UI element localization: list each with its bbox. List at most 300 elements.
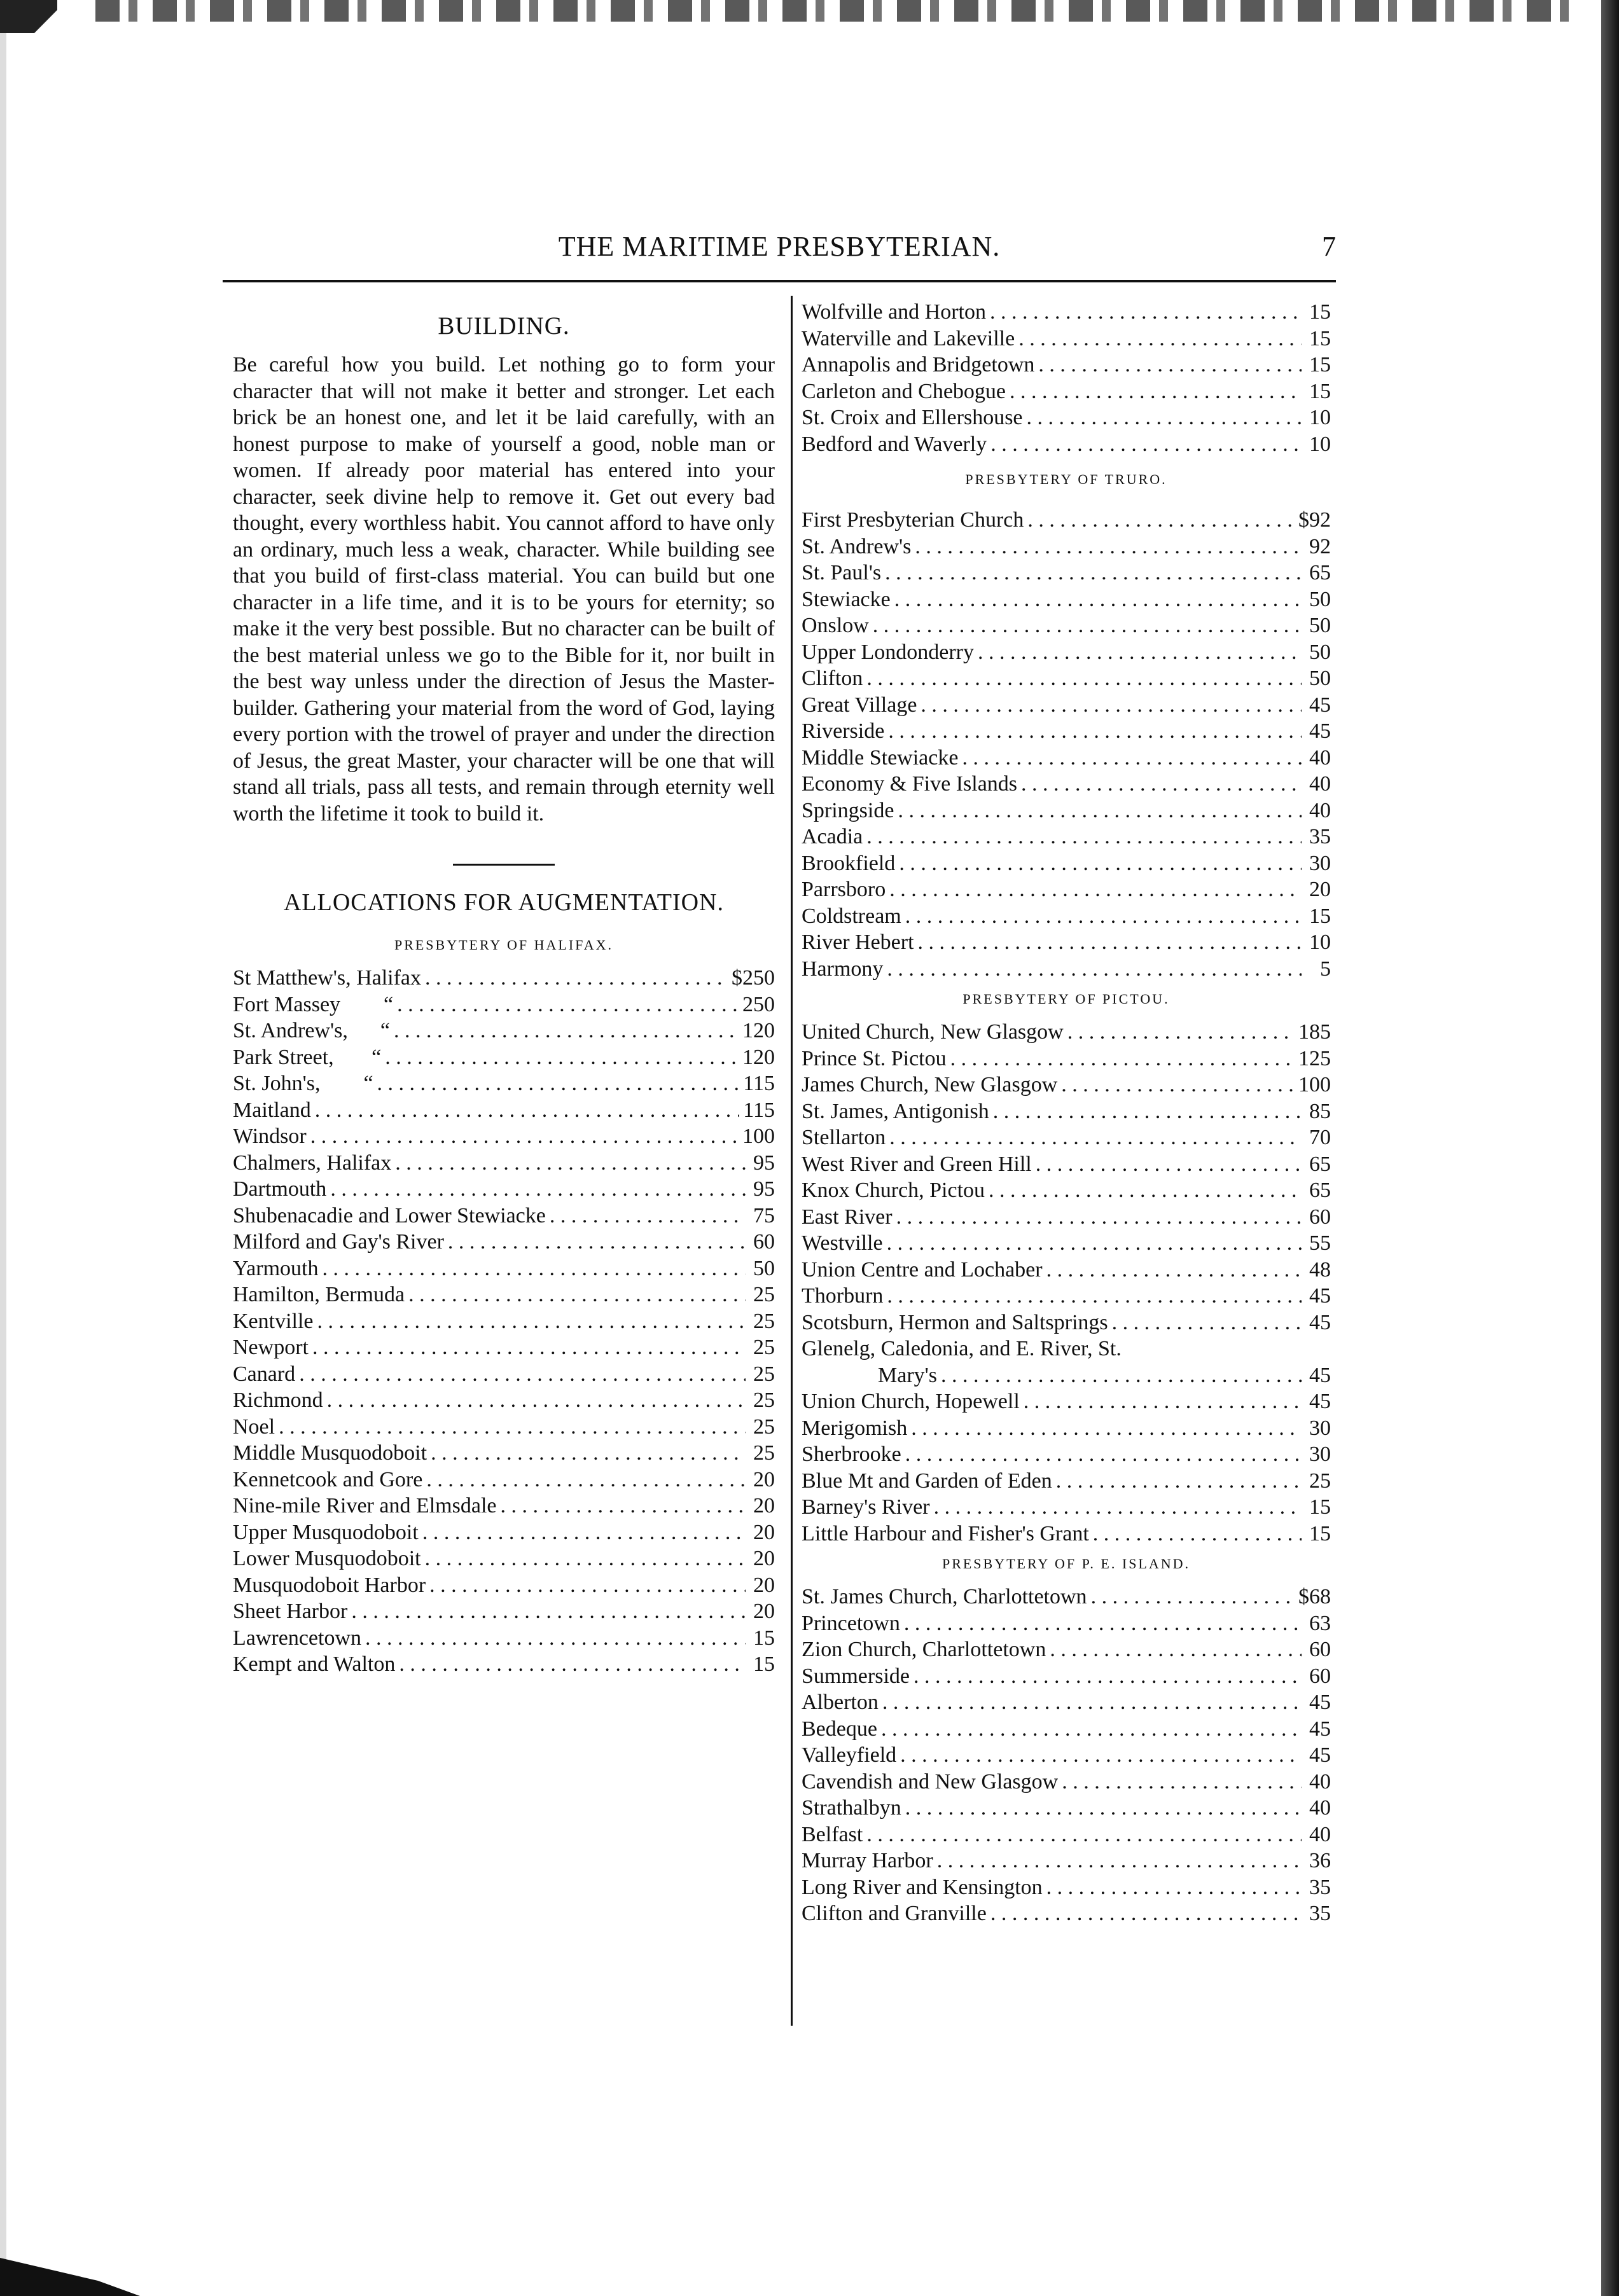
allocation-row — [802, 798, 1331, 824]
congregation-name: Dartmouth — [233, 1177, 327, 1201]
allocation-amount: 45 — [1309, 693, 1331, 717]
dot-leader — [1036, 1151, 1302, 1178]
allocation-row — [802, 1636, 1331, 1663]
allocation-row — [802, 824, 1331, 850]
allocation-row — [802, 431, 1331, 458]
dot-leader — [993, 1098, 1302, 1125]
allocation-amount: 15 — [753, 1626, 775, 1650]
allocation-amount: 50 — [1309, 587, 1331, 611]
dot-leader — [990, 299, 1302, 326]
congregation-name: Barney's River — [802, 1495, 930, 1519]
journal-title: THE MARITIME PRESBYTERIAN. — [558, 231, 1001, 262]
dot-leader — [394, 1018, 739, 1044]
congregation-name: Alberton — [802, 1691, 879, 1714]
allocation-amount: 60 — [1309, 1664, 1331, 1688]
congregation-name: Richmond — [233, 1388, 323, 1412]
dot-leader — [1038, 352, 1302, 378]
allocation-row — [233, 1598, 775, 1625]
dot-leader — [911, 1415, 1302, 1442]
congregation-name: St. James Church, Charlottetown — [802, 1585, 1087, 1608]
congregation-name: Cavendish and New Glasgow — [802, 1769, 1059, 1794]
dot-leader — [887, 1230, 1302, 1257]
congregation-name: Clifton and Granville — [802, 1902, 987, 1925]
allocation-amount: 20 — [753, 1520, 775, 1544]
allocation-amount: 10 — [1309, 406, 1331, 429]
allocation-row — [802, 1848, 1331, 1874]
allocation-row — [233, 1387, 775, 1414]
dot-leader — [425, 965, 728, 992]
dot-leader — [501, 1493, 746, 1519]
congregation-name: Blue Mt and Garden of Eden — [802, 1469, 1052, 1493]
congregation-name: St. Andrew's, “ — [233, 1019, 390, 1042]
congregation-name: Springside — [802, 798, 894, 822]
allocation-row — [802, 1795, 1331, 1822]
right-column — [802, 299, 1331, 1927]
allocation-amount: 48 — [1309, 1257, 1331, 1282]
dot-leader — [395, 1150, 746, 1177]
allocation-amount: 45 — [1309, 719, 1331, 743]
allocation-amount: 15 — [1309, 379, 1331, 403]
allocation-amount: 45 — [1309, 1691, 1331, 1714]
allocation-row — [233, 1044, 775, 1071]
allocation-amount: 20 — [753, 1467, 775, 1491]
allocation-row — [802, 1521, 1331, 1547]
allocation-row — [802, 1072, 1331, 1098]
allocation-amount: 40 — [1309, 1796, 1331, 1820]
congregation-name: St. James, Antigonish — [802, 1099, 989, 1123]
dot-leader — [905, 1795, 1302, 1822]
allocation-amount: 36 — [1309, 1849, 1331, 1872]
allocation-row — [233, 1176, 775, 1203]
allocation-row — [233, 1651, 775, 1678]
pictou-list-continued — [802, 1388, 1331, 1547]
dot-leader — [1056, 1468, 1302, 1495]
allocation-row — [233, 1519, 775, 1546]
congregation-name: Onslow — [802, 614, 869, 637]
dot-leader — [1010, 378, 1302, 405]
congregation-name: East River — [802, 1205, 893, 1229]
congregation-name: Park Street, “ — [233, 1045, 382, 1069]
allocation-amount: 40 — [1309, 772, 1331, 796]
dot-leader — [882, 1689, 1302, 1716]
congregation-name: Chalmers, Halifax — [233, 1151, 392, 1175]
presbytery-truro-heading: PRESBYTERY OF TRURO. — [965, 471, 1167, 487]
allocation-row — [233, 1282, 775, 1308]
congregation-name: Windsor — [233, 1124, 307, 1148]
congregation-name: Hamilton, Bermuda — [233, 1283, 405, 1306]
congregation-name: Musquodoboit Harbor — [233, 1573, 426, 1597]
header-rule — [223, 280, 1336, 282]
allocation-amount: 25 — [1309, 1469, 1331, 1493]
congregation-name: Lawrencetown — [233, 1626, 362, 1650]
dot-leader — [937, 1848, 1302, 1874]
pictou-list — [802, 1019, 1331, 1336]
allocation-amount: 40 — [1309, 745, 1331, 770]
congregation-name: Clifton — [802, 667, 863, 690]
allocation-amount: 65 — [1309, 561, 1331, 584]
dot-leader — [914, 1663, 1302, 1690]
dot-leader — [1027, 405, 1302, 431]
page-number: 7 — [1322, 231, 1336, 262]
dot-leader — [310, 1123, 739, 1150]
allocation-amount: 45 — [1309, 1717, 1331, 1741]
allocation-row — [802, 1230, 1331, 1257]
allocation-row — [233, 1150, 775, 1177]
allocation-amount: $68 — [1298, 1585, 1331, 1608]
dot-leader — [1050, 1636, 1302, 1663]
allocation-row — [802, 1663, 1331, 1690]
dot-leader — [887, 1283, 1302, 1310]
allocation-amount: 65 — [1309, 1179, 1331, 1202]
scan-corner-bottom-left — [0, 2258, 140, 2296]
entry-name-line2: Mary's — [878, 1363, 938, 1387]
dot-leader — [921, 692, 1302, 719]
allocation-amount: 15 — [753, 1652, 775, 1676]
dot-leader — [550, 1203, 746, 1229]
allocation-amount: 30 — [1309, 851, 1331, 875]
dot-leader — [873, 612, 1302, 639]
congregation-name: Prince St. Pictou — [802, 1046, 947, 1070]
congregation-name: Bedeque — [802, 1717, 877, 1741]
dot-leader — [1091, 1584, 1295, 1610]
congregation-name: Waterville and Lakeville — [802, 326, 1015, 350]
dot-leader — [866, 665, 1302, 692]
allocation-row — [802, 1468, 1331, 1495]
dot-leader — [950, 1046, 1295, 1072]
allocation-row — [802, 692, 1331, 719]
allocation-row — [802, 378, 1331, 405]
dot-leader — [1112, 1310, 1302, 1336]
dot-leader — [990, 431, 1302, 458]
allocation-amount: 30 — [1309, 1442, 1331, 1466]
congregation-name: Princetown — [802, 1611, 900, 1635]
dot-leader — [426, 1467, 746, 1493]
dot-leader — [327, 1387, 746, 1414]
dot-leader — [894, 586, 1302, 613]
allocation-amount: 25 — [753, 1414, 775, 1439]
allocation-row — [233, 1361, 775, 1388]
dot-leader — [1062, 1769, 1302, 1795]
allocation-row — [802, 1310, 1331, 1336]
allocation-row — [233, 1203, 775, 1229]
allocation-amount: 60 — [1309, 1205, 1331, 1229]
allocations-title: ALLOCATIONS FOR AUGMENTATION. — [283, 889, 724, 916]
dot-leader — [448, 1229, 746, 1255]
congregation-name: Annapolis and Bridgetown — [802, 353, 1035, 377]
allocation-amount: 15 — [1309, 353, 1331, 377]
dot-leader — [317, 1308, 746, 1335]
dot-leader — [918, 929, 1302, 956]
allocation-amount: 95 — [753, 1151, 775, 1175]
allocation-row — [802, 718, 1331, 745]
allocation-row — [802, 876, 1331, 903]
dot-leader — [885, 560, 1302, 586]
allocation-row — [233, 1229, 775, 1255]
allocation-amount: 20 — [753, 1573, 775, 1597]
allocation-amount: 35 — [1309, 825, 1331, 848]
allocation-amount: 75 — [753, 1203, 775, 1228]
dot-leader — [978, 639, 1302, 666]
congregation-name: St. Andrew's — [802, 534, 912, 558]
dot-leader — [1046, 1874, 1302, 1901]
congregation-name: James Church, New Glasgow — [802, 1073, 1058, 1096]
allocation-amount: $92 — [1298, 508, 1331, 532]
dot-leader — [1027, 507, 1295, 534]
congregation-name: Union Centre and Lochaber — [802, 1257, 1043, 1282]
congregation-name: Carleton and Chebogue — [802, 379, 1006, 403]
article-title: BUILDING. — [438, 312, 570, 340]
dot-leader — [330, 1176, 746, 1203]
dot-leader — [1061, 1072, 1295, 1098]
allocation-row — [802, 1769, 1331, 1795]
congregation-name: Kentville — [233, 1309, 314, 1333]
allocation-amount: 50 — [1309, 640, 1331, 664]
congregation-name: Strathalbyn — [802, 1796, 901, 1820]
running-header — [223, 230, 1336, 275]
section-divider — [453, 864, 555, 866]
allocation-row — [233, 1123, 775, 1150]
congregation-name: St. Croix and Ellershouse — [802, 406, 1023, 429]
dot-leader — [315, 1097, 739, 1124]
dot-leader — [322, 1255, 746, 1282]
allocation-row — [802, 1689, 1331, 1716]
allocation-row — [233, 1440, 775, 1467]
dot-leader — [1021, 771, 1302, 798]
congregation-name: Bedford and Waverly — [802, 432, 987, 456]
allocation-row — [802, 745, 1331, 771]
dot-leader — [425, 1546, 746, 1572]
congregation-name: West River and Green Hill — [802, 1152, 1032, 1176]
allocation-row — [802, 1610, 1331, 1637]
allocation-amount: 85 — [1309, 1099, 1331, 1123]
dot-leader — [889, 1124, 1302, 1151]
congregation-name: Westville — [802, 1231, 883, 1255]
presbytery-pei-heading: PRESBYTERY OF P. E. ISLAND. — [942, 1556, 1191, 1572]
congregation-name: St. John's, “ — [233, 1072, 373, 1095]
allocation-row — [802, 612, 1331, 639]
congregation-name: First Presbyterian Church — [802, 508, 1024, 532]
allocation-amount: 25 — [753, 1388, 775, 1412]
congregation-name: St Matthew's, Halifax — [233, 966, 422, 990]
dot-leader — [905, 903, 1302, 930]
halifax-continued-list — [802, 299, 1331, 457]
allocation-amount: 30 — [1309, 1416, 1331, 1440]
congregation-name: Thorburn — [802, 1284, 884, 1308]
dot-leader — [915, 534, 1302, 560]
allocation-row — [802, 1177, 1331, 1204]
allocation-row — [802, 299, 1331, 326]
allocation-amount: 100 — [1298, 1073, 1331, 1096]
entry-name-line1: Glenelg, Caledonia, and E. River, St. — [802, 1337, 1122, 1360]
allocation-amount: 20 — [753, 1600, 775, 1623]
allocation-row — [233, 1493, 775, 1519]
allocation-amount: 15 — [1309, 326, 1331, 350]
pei-list — [802, 1584, 1331, 1927]
dot-leader — [429, 1572, 746, 1599]
scan-edge-right — [1601, 0, 1619, 2296]
dot-leader — [422, 1519, 746, 1546]
allocation-amount: 5 — [1320, 957, 1331, 981]
congregation-name: Merigomish — [802, 1416, 908, 1440]
allocation-row — [233, 965, 775, 992]
congregation-name: Little Harbour and Fisher's Grant — [802, 1521, 1089, 1546]
presbytery-halifax-heading: PRESBYTERY OF HALIFAX. — [394, 937, 614, 953]
allocation-amount: 40 — [1309, 1822, 1331, 1846]
allocation-amount: 45 — [1309, 1310, 1331, 1334]
allocation-amount: 120 — [742, 1045, 775, 1069]
congregation-name: Middle Stewiacke — [802, 745, 959, 770]
allocation-amount: 20 — [753, 1547, 775, 1570]
allocation-amount: 25 — [753, 1441, 775, 1465]
allocation-amount: 65 — [1309, 1152, 1331, 1176]
allocation-row — [233, 1467, 775, 1493]
congregation-name: Upper Londonderry — [802, 640, 974, 664]
dot-leader — [899, 850, 1302, 877]
allocation-row — [802, 1388, 1331, 1415]
allocation-row — [802, 1742, 1331, 1769]
allocation-row — [802, 1124, 1331, 1151]
allocation-amount: 15 — [1309, 300, 1331, 324]
allocation-amount: 100 — [742, 1124, 775, 1148]
allocation-row — [802, 1257, 1331, 1283]
allocation-amount: $250 — [732, 966, 775, 990]
allocation-amount: 50 — [1309, 667, 1331, 690]
dot-leader — [299, 1361, 746, 1388]
allocation-row — [802, 405, 1331, 431]
congregation-name: River Hebert — [802, 930, 914, 954]
dot-leader — [431, 1440, 746, 1467]
congregation-name: Nine-mile River and Elmsdale — [233, 1494, 497, 1518]
article-body: Be careful how you build. Let nothing go to form your character that will not make it better and stronger. Let each brick be an honest one, and let it be laid carefully, with an honest purpose to make of yourself a good, noble man or women. If already poor material has entered into your character, seek divine help to remove it. Get out every bad thought, every worthless habit. You cannot afford to have only an ordinary, much less a weak, character. While building see that you build of first-class material. You can build but one character in a life time, and it is to be yours for eternity; so make it the very best possible. But no character can be built of the best material unless we go to the Bible for it, nor built in the best way unless under the direction of Jesus the Master-builder. Gathering your material from the word of God, laying every portion with the trowel of prayer and under the direction of Jesus, the great Master, your character will be one that will stand all trials, pass all tests, and remain through eternity well worth the lifetime it took to build it. — [233, 353, 775, 826]
dot-leader — [1046, 1257, 1302, 1283]
allocation-amount: 185 — [1298, 1020, 1331, 1044]
dot-leader — [1067, 1019, 1295, 1046]
dot-leader — [904, 1610, 1302, 1637]
allocation-amount: 15 — [1309, 904, 1331, 928]
allocation-amount: 25 — [753, 1336, 775, 1359]
congregation-name: Fort Massey “ — [233, 992, 394, 1016]
congregation-name: Wolfville and Horton — [802, 300, 986, 324]
allocation-amount: 250 — [742, 992, 775, 1016]
congregation-name: Canard — [233, 1362, 296, 1386]
dot-leader — [962, 745, 1302, 771]
allocation-amount: 50 — [1309, 614, 1331, 637]
scan-edge-left — [0, 0, 6, 2296]
dot-leader — [365, 1625, 746, 1652]
allocation-amount: 115 — [743, 1072, 775, 1095]
dot-leader — [377, 1070, 740, 1097]
allocation-amount: 92 — [1309, 534, 1331, 558]
allocation-amount: 35 — [1309, 1902, 1331, 1925]
allocation-row — [233, 1334, 775, 1361]
dot-leader — [989, 1177, 1302, 1204]
dot-leader — [399, 1651, 746, 1678]
allocation-amount: 115 — [743, 1098, 775, 1122]
congregation-name: Stewiacke — [802, 587, 891, 611]
dot-leader — [866, 1822, 1302, 1848]
congregation-name: Union Church, Hopewell — [802, 1390, 1020, 1413]
allocation-row — [802, 560, 1331, 586]
dot-leader — [941, 1362, 1305, 1389]
allocation-row — [233, 1572, 775, 1599]
allocation-amount: 120 — [742, 1019, 775, 1042]
allocation-row — [802, 1441, 1331, 1468]
dot-leader — [881, 1716, 1302, 1743]
congregation-name: Belfast — [802, 1822, 863, 1846]
congregation-name: Shubenacadie and Lower Stewiacke — [233, 1203, 546, 1228]
allocation-row — [802, 534, 1331, 560]
congregation-name: Scotsburn, Hermon and Saltsprings — [802, 1310, 1108, 1334]
allocation-amount: 40 — [1309, 798, 1331, 822]
allocation-amount: 60 — [753, 1230, 775, 1254]
congregation-name: Harmony — [802, 957, 884, 981]
congregation-name: United Church, New Glasgow — [802, 1020, 1064, 1044]
allocation-amount: 55 — [1309, 1231, 1331, 1255]
congregation-name: Sherbrooke — [802, 1442, 901, 1466]
congregation-name: Milford and Gay's River — [233, 1230, 444, 1254]
allocation-amount: 45 — [1309, 1390, 1331, 1413]
dot-leader — [1093, 1521, 1302, 1547]
allocation-amount: 70 — [1309, 1126, 1331, 1149]
congregation-name: Kennetcook and Gore — [233, 1467, 423, 1491]
left-column — [233, 299, 775, 1678]
congregation-name: Great Village — [802, 693, 917, 717]
allocation-row — [802, 1494, 1331, 1521]
allocation-row — [802, 956, 1331, 983]
dot-leader — [888, 718, 1302, 745]
allocation-row — [802, 771, 1331, 798]
dot-leader — [905, 1441, 1302, 1468]
dot-leader — [385, 1044, 739, 1071]
congregation-name: Maitland — [233, 1098, 311, 1122]
allocation-row — [233, 1414, 775, 1441]
congregation-name: Lower Musquodoboit — [233, 1547, 421, 1570]
allocation-amount: 25 — [753, 1309, 775, 1333]
congregation-name: Long River and Kensington — [802, 1875, 1043, 1899]
allocation-amount: 10 — [1309, 930, 1331, 954]
allocation-amount: 95 — [753, 1177, 775, 1201]
allocation-row — [802, 1900, 1331, 1927]
allocation-row — [802, 1716, 1331, 1743]
pictou-wrapped-entry — [802, 1336, 1331, 1388]
dot-leader — [397, 992, 739, 1018]
allocation-amount: 45 — [1309, 1284, 1331, 1308]
allocation-amount: 25 — [753, 1362, 775, 1386]
allocation-row — [802, 850, 1331, 877]
allocation-row — [802, 929, 1331, 956]
allocation-row — [802, 1204, 1331, 1231]
dot-leader — [866, 824, 1302, 850]
allocation-row — [233, 1070, 775, 1097]
congregation-name: St. Paul's — [802, 561, 882, 584]
allocation-row — [802, 903, 1331, 930]
congregation-name: Stellarton — [802, 1126, 886, 1149]
column-rule — [791, 296, 793, 2026]
presbytery-pictou-heading: PRESBYTERY OF PICTOU. — [962, 991, 1170, 1007]
congregation-name: Valleyfield — [802, 1743, 897, 1767]
dot-leader — [408, 1282, 746, 1308]
allocation-row — [802, 586, 1331, 613]
entry-amount: 45 — [1309, 1363, 1331, 1387]
allocation-amount: 60 — [1309, 1638, 1331, 1661]
allocation-row — [233, 1625, 775, 1652]
dot-leader — [898, 798, 1302, 824]
allocation-row — [233, 1255, 775, 1282]
congregation-name: Riverside — [802, 719, 885, 743]
dot-leader — [896, 1204, 1302, 1231]
dot-leader — [900, 1742, 1302, 1769]
allocation-row — [802, 1151, 1331, 1178]
